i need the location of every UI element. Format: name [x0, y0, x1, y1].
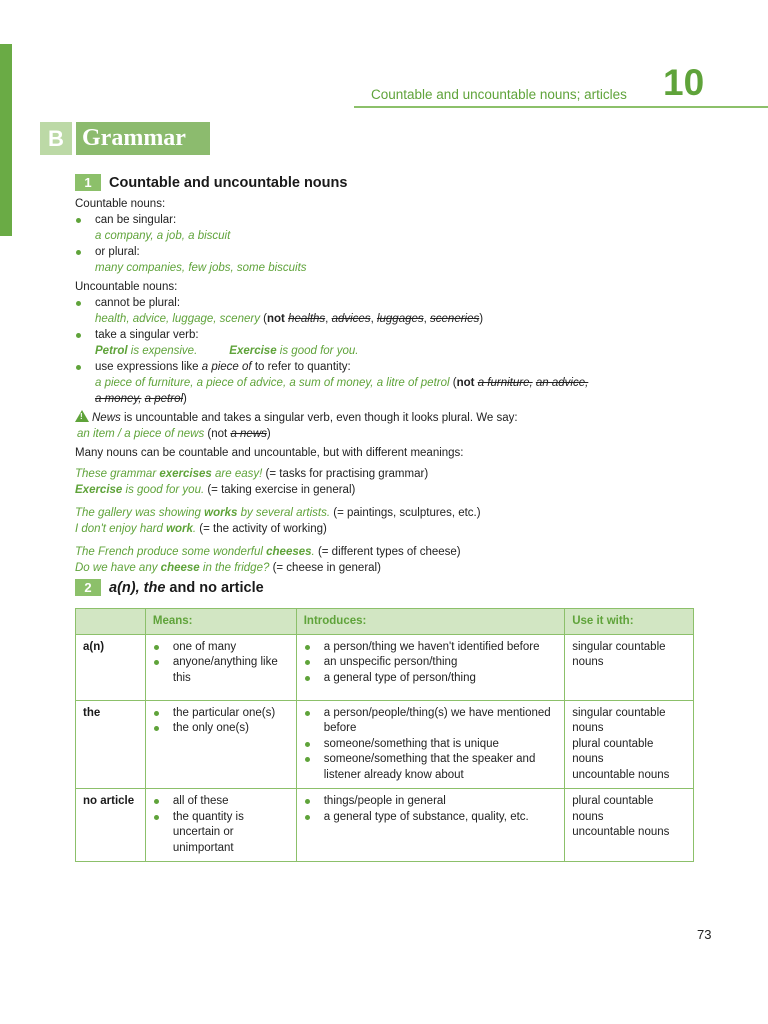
warning-italic: News [92, 412, 121, 424]
warning-icon: ! [75, 410, 89, 422]
uncountable-heading: Uncountable nouns: [75, 281, 178, 293]
list-item: things/people in general [304, 794, 557, 810]
example-bold: Exercise [75, 484, 123, 496]
warning-text: is uncountable and takes a singular verb, even though it looks plural. We say: [120, 412, 518, 424]
means-cell [145, 789, 296, 862]
table-header-cell [76, 609, 146, 635]
comma: , [325, 313, 332, 325]
means-cell [145, 634, 296, 700]
chapter-side-bar [0, 44, 12, 236]
means-cell [145, 700, 296, 789]
list-item: the quantity is uncertain or unimportant [153, 810, 289, 857]
use-line: singular countable nouns [572, 640, 666, 668]
bullet-italic: a piece of [201, 361, 252, 373]
use-line: singular countable nouns [572, 706, 666, 734]
example-text: is expensive. [127, 345, 198, 357]
articles-table [75, 608, 694, 862]
subsection-1-number: 1 [75, 174, 101, 191]
uncountable-example-no-plural [75, 311, 715, 327]
subsection-2-number: 2 [75, 579, 101, 596]
paren: ) [183, 393, 187, 405]
struck-word: an advice, [535, 377, 589, 389]
list-item: a person/thing we haven't identified before [304, 640, 557, 656]
struck-word: luggages [376, 313, 424, 325]
title-text: and no article [165, 579, 264, 596]
warning-example [75, 426, 715, 442]
subsection-1-title: Countable and uncountable nouns [109, 174, 348, 191]
chapter-number: 10 [663, 62, 705, 103]
example-text: is good for you. [122, 484, 205, 496]
not-label: not [456, 377, 475, 389]
subsection-1-body [75, 196, 715, 576]
example-text: . [192, 523, 197, 535]
example-text: are easy! [211, 468, 263, 480]
example-text: These grammar [75, 468, 160, 480]
table-header-cell: Use it with: [565, 609, 694, 635]
example-text: by several artists. [237, 507, 331, 519]
list-item: anyone/anything like this [153, 655, 289, 686]
use-line: plural countable nouns [572, 795, 654, 823]
table-row [76, 789, 694, 862]
example-exercises-countable [75, 466, 715, 482]
example-bold: cheese [160, 562, 200, 574]
chapter-rule [344, 106, 768, 108]
section-header [40, 122, 210, 155]
subsection-2-title [109, 580, 264, 596]
example-text: is good for you. [276, 345, 359, 357]
example-text: health, advice, luggage, scenery [95, 313, 260, 325]
example-cheese-uncountable [75, 560, 715, 576]
introduces-cell [296, 700, 564, 789]
section-title: Grammar [82, 125, 186, 151]
struck-word: healths [288, 313, 326, 325]
example-bold: cheeses [266, 546, 312, 558]
example-text: I don't enjoy hard [75, 523, 167, 535]
example-text: a piece of furniture, a piece of advice, a sum of money, a litre of petrol [95, 377, 450, 389]
row-label: no article [76, 789, 146, 862]
example-text: . [311, 546, 315, 558]
example-bold: works [204, 507, 238, 519]
table-header-row [76, 609, 694, 635]
table-header-cell: Introduces: [296, 609, 564, 635]
use-cell [565, 700, 694, 789]
list-item: one of many [153, 640, 289, 656]
table-row [76, 700, 694, 789]
bullet-text: use expressions like [95, 361, 202, 373]
page-number: 73 [697, 927, 712, 942]
uncountable-bullet-no-plural: cannot be plural: [75, 295, 715, 311]
warning-note [75, 410, 715, 426]
countable-bullet-plural: or plural: [75, 244, 715, 260]
example-text: The French produce some wonderful [75, 546, 267, 558]
example-bold: exercises [159, 468, 212, 480]
comma: , [423, 313, 431, 325]
list-item: a person/people/thing(s) we have mentioned before [304, 706, 557, 737]
example-bold: Petrol [95, 345, 128, 357]
list-item: the only one(s) [153, 721, 289, 737]
struck-word: sceneries [430, 313, 480, 325]
title-italic: a(n), the [109, 579, 166, 596]
uncountable-example-quantity [75, 375, 715, 407]
row-label: a(n) [76, 634, 146, 700]
subsection-1-heading [75, 174, 347, 191]
table-header-cell: Means: [145, 609, 296, 635]
uncountable-bullet-quantity [75, 359, 715, 375]
use-cell [565, 634, 694, 700]
list-item: all of these [153, 794, 289, 810]
struck-word: a furniture, [477, 377, 533, 389]
example-meaning: (= the activity of working) [196, 523, 327, 535]
example-text: Do we have any [75, 562, 161, 574]
section-divider [72, 122, 76, 155]
bullet-text: to refer to quantity: [251, 361, 351, 373]
countable-example-singular: a company, a job, a biscuit [95, 230, 231, 242]
subsection-2-heading [75, 579, 264, 596]
example-meaning: (= paintings, sculptures, etc.) [330, 507, 481, 519]
list-item: a general type of person/thing [304, 671, 557, 687]
countable-bullet-singular: can be singular: [75, 212, 715, 228]
paren: (not [204, 428, 231, 440]
struck-word: advices [331, 313, 371, 325]
use-cell [565, 789, 694, 862]
introduces-cell [296, 634, 564, 700]
example-cheeses-countable [75, 544, 715, 560]
list-item: a general type of substance, quality, etc. [304, 810, 557, 826]
struck-word: a money, [95, 393, 142, 405]
list-item: an unspecific person/thing [304, 655, 557, 671]
example-meaning: (= cheese in general) [269, 562, 381, 574]
comma: , [370, 313, 377, 325]
list-item: someone/something that the speaker and listener already know about [304, 752, 557, 783]
example-text: The gallery was showing [75, 507, 205, 519]
paren: ( [259, 313, 267, 325]
example-works-countable [75, 505, 715, 521]
struck-word: a news [230, 428, 267, 440]
list-item: someone/something that is unique [304, 737, 557, 753]
use-line: plural countable nouns [572, 737, 654, 765]
example-text: in the fridge? [199, 562, 270, 574]
paren: ( [449, 377, 457, 389]
example-meaning: (= different types of cheese) [314, 546, 461, 558]
table-row [76, 634, 694, 700]
paren: ) [266, 428, 271, 440]
list-item: the particular one(s) [153, 706, 289, 722]
many-nouns-intro: Many nouns can be countable and uncountable, but with different meanings: [75, 447, 464, 459]
example-work-uncountable [75, 521, 715, 537]
countable-heading: Countable nouns: [75, 198, 166, 210]
use-line: uncountable nouns [572, 826, 670, 838]
example-meaning: (= tasks for practising grammar) [262, 468, 429, 480]
not-label: not [266, 313, 285, 325]
section-letter: B [40, 122, 72, 155]
example-text: an item / a piece of news [77, 428, 205, 440]
use-line: uncountable nouns [572, 768, 670, 781]
struck-word: a petrol [144, 393, 184, 405]
chapter-rule-gap [344, 106, 354, 108]
example-bold: Exercise [229, 345, 277, 357]
uncountable-example-singular-verb [75, 343, 715, 359]
countable-example-plural: many companies, few jobs, some biscuits [95, 262, 307, 274]
example-meaning: (= taking exercise in general) [204, 484, 356, 496]
paren: ) [479, 313, 484, 325]
example-bold: work [166, 523, 193, 535]
introduces-cell [296, 789, 564, 862]
example-exercise-uncountable [75, 482, 715, 498]
row-label: the [76, 700, 146, 789]
chapter-title: Countable and uncountable nouns; articles [371, 87, 627, 102]
uncountable-bullet-singular-verb: take a singular verb: [75, 327, 715, 343]
